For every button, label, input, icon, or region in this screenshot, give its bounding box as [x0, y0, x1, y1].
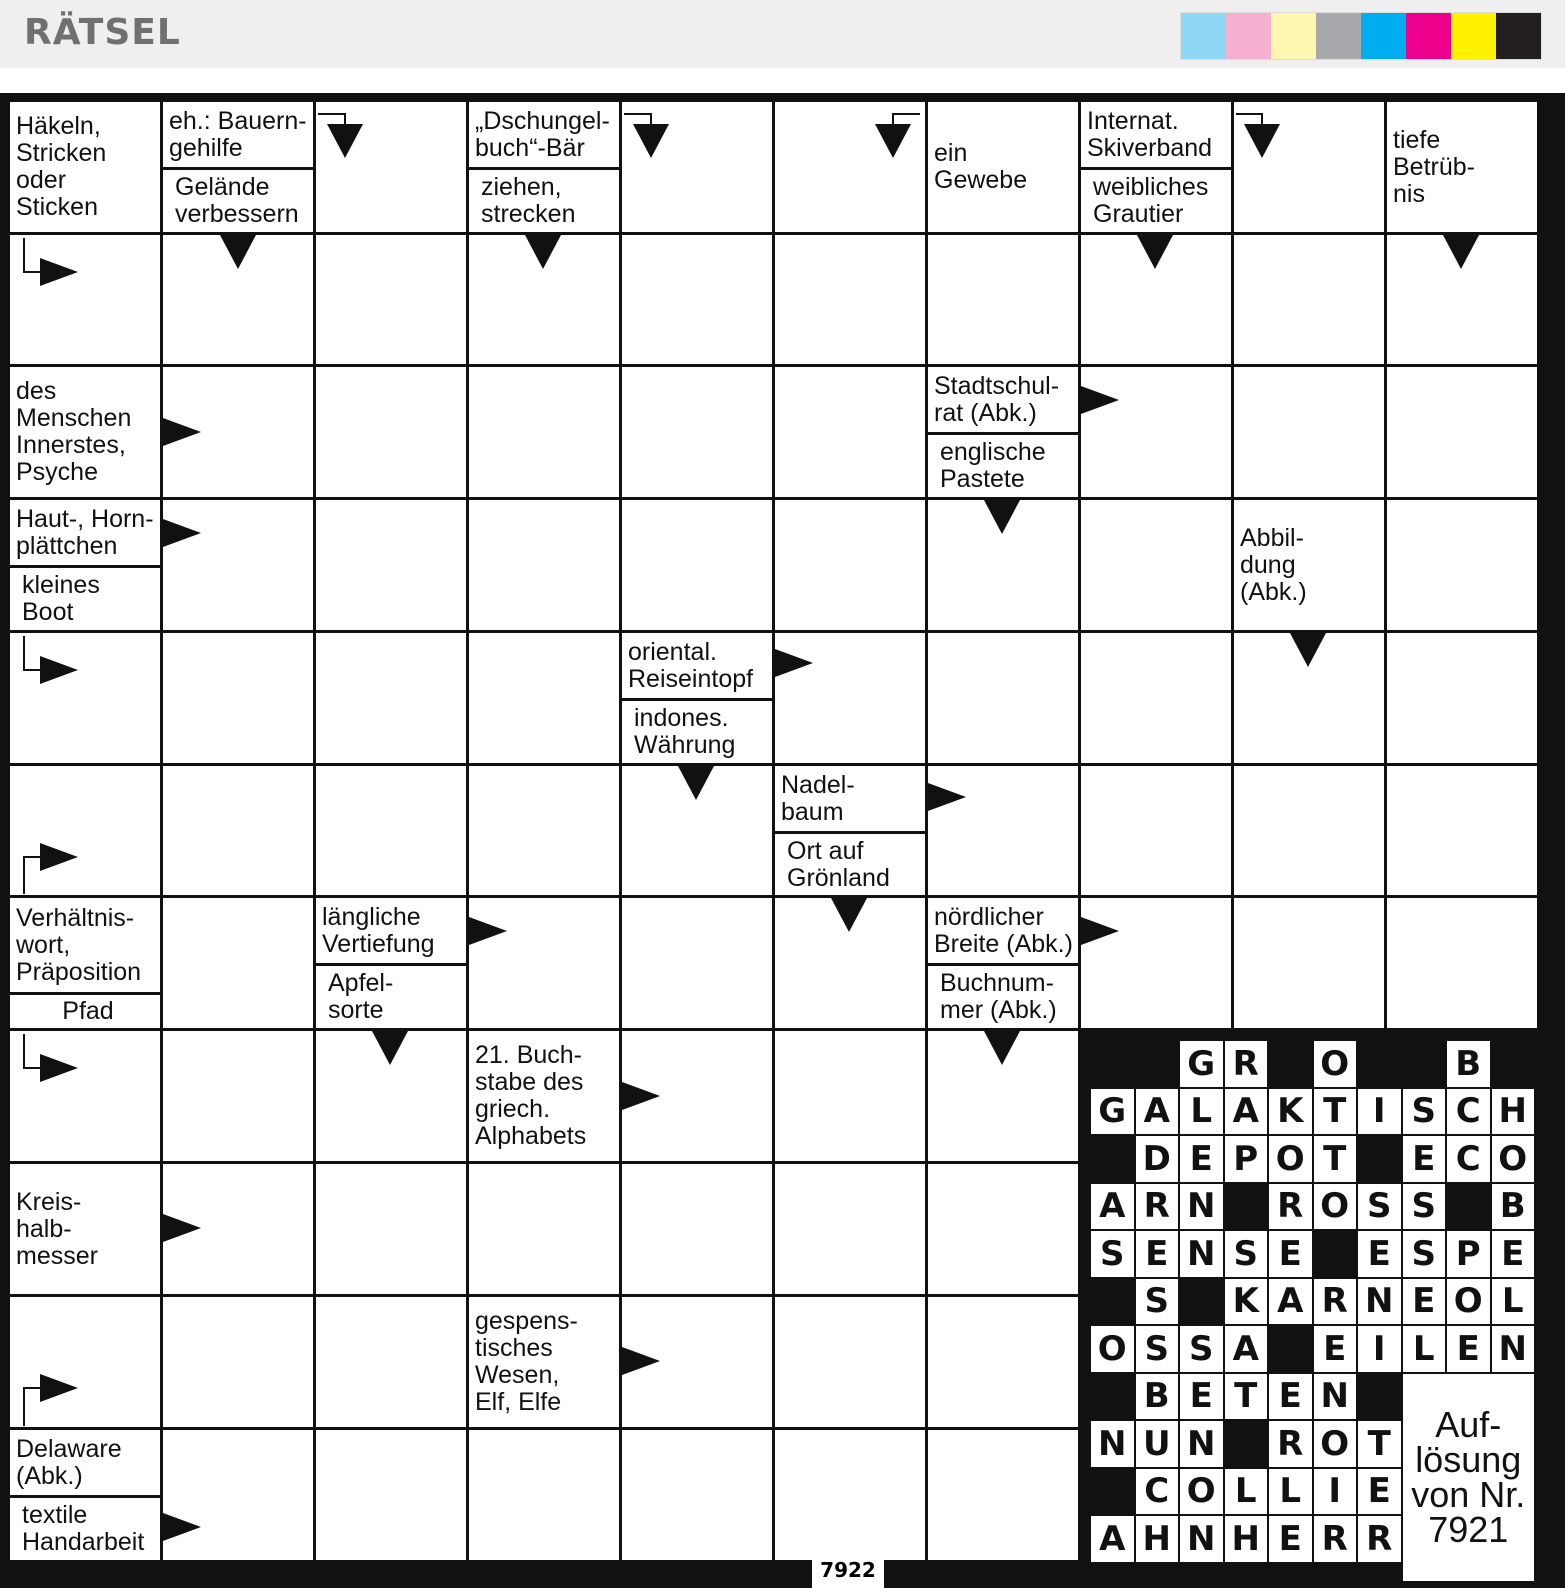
solution-letter: N [1091, 1421, 1134, 1467]
clue-line: indones. [634, 704, 729, 732]
down-arrow-icon [372, 1031, 408, 1065]
down-arrow-icon [1137, 235, 1173, 269]
solution-letter: R [1225, 1041, 1268, 1087]
right-arrow-icon [40, 258, 78, 286]
solution-letter: N [1358, 1279, 1401, 1325]
arrow-stem [893, 114, 920, 124]
solution-letter: E [1403, 1136, 1446, 1182]
down-arrow-icon [1443, 235, 1479, 269]
solution-letter: E [1492, 1231, 1535, 1277]
down-arrow-icon [1290, 633, 1326, 667]
solution-letter: N [1180, 1516, 1223, 1562]
right-arrow-icon [1081, 386, 1119, 414]
solution-letter: O [1269, 1136, 1312, 1182]
clue-line: tiefe [1393, 125, 1441, 154]
clue-line: Währung [634, 731, 736, 759]
solution-letter: S [1180, 1326, 1223, 1372]
clue-line: Kreis- [16, 1187, 82, 1216]
right-arrow-icon [40, 1374, 78, 1402]
solution-letter: S [1403, 1089, 1446, 1135]
clue-line: oder [16, 166, 67, 194]
down-arrow-icon [327, 124, 363, 158]
solution-letter: B [1492, 1184, 1535, 1230]
solution-letter: C [1447, 1089, 1490, 1135]
solution-letter: O [1314, 1041, 1357, 1087]
solution-letter: R [1314, 1279, 1357, 1325]
solution-letter: E [1136, 1231, 1179, 1277]
clue-line: Betrüb- [1393, 152, 1475, 181]
solution-letter: I [1314, 1469, 1357, 1515]
solution-letter: S [1403, 1231, 1446, 1277]
solution-note-line: 7921 [1428, 1509, 1509, 1551]
down-arrow-icon [984, 500, 1020, 534]
solution-letter: E [1269, 1374, 1312, 1420]
solution-letter: I [1358, 1089, 1401, 1135]
solution-letter: S [1136, 1279, 1179, 1325]
clue-line: Sticken [16, 193, 98, 221]
solution-letter: O [1447, 1279, 1490, 1325]
clue-line: strecken [481, 200, 576, 228]
down-arrow-icon [220, 235, 256, 269]
clue-line: Alphabets [475, 1122, 587, 1150]
clue-line: weibliches [1093, 173, 1209, 201]
clue-line: Stadtschul- [934, 371, 1060, 400]
clue-line: oriental. [628, 637, 717, 666]
down-arrow-icon [831, 898, 867, 932]
clue-line: 21. Buch- [475, 1041, 583, 1069]
solution-letter: R [1269, 1184, 1312, 1230]
clue-line: Verhältnis- [16, 903, 135, 932]
solution-letter: S [1225, 1231, 1268, 1277]
clue-line: (Abk.) [16, 1461, 83, 1490]
solution-letter: I [1358, 1326, 1401, 1372]
right-arrow-icon [622, 1347, 660, 1375]
solution-letter: N [1492, 1326, 1535, 1372]
right-arrow-icon [163, 1214, 201, 1242]
solution-letter: T [1225, 1374, 1268, 1420]
clue-line: Handarbeit [22, 1528, 145, 1556]
solution-letter: U [1136, 1421, 1179, 1467]
clue-line: Haut-, Horn- [16, 504, 154, 533]
clue-line: Vertiefung [322, 929, 435, 958]
solution-note-line: von Nr. [1411, 1474, 1526, 1516]
clue-line: Gewebe [934, 166, 1028, 194]
right-arrow-icon [775, 649, 813, 677]
right-arrow-icon [163, 418, 201, 446]
solution-letter: L [1269, 1469, 1312, 1515]
solution-letter: E [1180, 1374, 1223, 1420]
solution-letter: B [1447, 1041, 1490, 1087]
clue-line: verbessern [175, 200, 299, 228]
clue-line: buch“-Bär [475, 133, 585, 162]
clue-line: Präposition [16, 957, 142, 986]
solution-letter: R [1358, 1516, 1401, 1562]
clue-line: Grönland [787, 863, 890, 892]
solution-letter: E [1447, 1326, 1490, 1372]
solution-note-line: Auf- [1435, 1404, 1502, 1446]
clue-line: Psyche [16, 458, 98, 486]
solution-letter: A [1225, 1089, 1268, 1135]
solution-letter: N [1180, 1421, 1223, 1467]
solution-letter: E [1358, 1231, 1401, 1277]
solution-letter: A [1091, 1516, 1134, 1562]
solution-letter: P [1447, 1231, 1490, 1277]
clue-line: gehilfe [169, 133, 243, 162]
right-arrow-icon [1081, 917, 1119, 945]
clue-line: textile [22, 1501, 88, 1529]
clue-line: Abbil- [1240, 523, 1304, 552]
clue-line: längliche [322, 902, 421, 931]
solution-letter: C [1136, 1469, 1179, 1515]
clue-line: ein [934, 139, 968, 167]
clue-line: Buchnum- [940, 969, 1054, 997]
clue-line: kleines [22, 571, 100, 599]
solution-letter: T [1314, 1136, 1357, 1182]
down-arrow-icon [875, 124, 911, 158]
clue-line: plättchen [16, 531, 118, 560]
clue-line: (Abk.) [1240, 577, 1307, 606]
solution-letter: E [1180, 1136, 1223, 1182]
arrow-stem [24, 238, 40, 272]
solution-note-line: lösung [1415, 1439, 1522, 1481]
solution-letter: S [1358, 1184, 1401, 1230]
solution-letter: T [1314, 1089, 1357, 1135]
clue-line: Pastete [940, 465, 1025, 493]
solution-letter: O [1492, 1136, 1535, 1182]
solution-letter: S [1403, 1184, 1446, 1230]
arrow-stem [24, 1388, 40, 1426]
clue-line: sorte [328, 996, 384, 1024]
clue-line: Nadel- [781, 770, 855, 799]
solution-letter: O [1180, 1469, 1223, 1515]
arrow-stem [318, 114, 345, 124]
right-arrow-icon [928, 783, 966, 811]
clue-line: Gelände [175, 173, 270, 201]
clue-line: Pfad [62, 997, 114, 1025]
clue-line: eh.: Bauern- [169, 106, 307, 135]
right-arrow-icon [40, 1054, 78, 1082]
solution-letter: S [1136, 1326, 1179, 1372]
clue-line: Häkeln, [16, 112, 101, 140]
clue-line: Menschen [16, 404, 132, 432]
solution-letter: A [1269, 1279, 1312, 1325]
arrow-stem [24, 857, 40, 894]
solution-letter: N [1180, 1231, 1223, 1277]
solution-letter: H [1136, 1516, 1179, 1562]
clue-line: stabe des [475, 1068, 584, 1096]
solution-letter: G [1091, 1089, 1134, 1135]
right-arrow-icon [622, 1082, 660, 1110]
clue-line: tisches [475, 1334, 553, 1362]
clue-line: dung [1240, 550, 1296, 579]
solution-letter: A [1136, 1089, 1179, 1135]
clue-line: rat (Abk.) [934, 398, 1037, 427]
clue-line: Stricken [16, 139, 107, 167]
clue-line: des [16, 377, 57, 405]
solution-letter: L [1403, 1326, 1446, 1372]
clue-line: englische [940, 438, 1046, 466]
clue-line: Reiseintopf [628, 664, 754, 693]
down-arrow-icon [678, 766, 714, 800]
clue-line: Innerstes, [16, 431, 126, 459]
solution-letter: L [1225, 1469, 1268, 1515]
solution-letter: O [1314, 1184, 1357, 1230]
down-arrow-icon [633, 124, 669, 158]
clue-line: wort, [16, 930, 71, 959]
solution-letter: K [1225, 1279, 1268, 1325]
clue-line: Ort auf [787, 836, 864, 865]
solution-letter: L [1180, 1089, 1223, 1135]
right-arrow-icon [163, 519, 201, 547]
solution-letter: E [1314, 1326, 1357, 1372]
puzzle-number: 7922 [812, 1558, 884, 1588]
solution-letter: E [1358, 1469, 1401, 1515]
arrow-stem [624, 114, 651, 124]
clue-line: Apfel- [328, 969, 394, 997]
solution-letter: B [1136, 1374, 1179, 1420]
clue-line: „Dschungel- [475, 106, 610, 135]
right-arrow-icon [40, 656, 78, 684]
clue-line: Grautier [1093, 200, 1184, 228]
down-arrow-icon [1244, 124, 1280, 158]
right-arrow-icon [469, 917, 507, 945]
clue-line: mer (Abk.) [940, 996, 1057, 1024]
solution-letter: N [1180, 1184, 1223, 1230]
solution-letter: E [1269, 1231, 1312, 1277]
arrow-stem [1236, 114, 1262, 124]
clue-line: Breite (Abk.) [934, 929, 1073, 958]
clue-line: griech. [475, 1095, 551, 1123]
solution-letter: E [1269, 1516, 1312, 1562]
clue-line: Skiverband [1087, 133, 1213, 162]
solution-letter: R [1314, 1516, 1357, 1562]
solution-letter: A [1225, 1326, 1268, 1372]
solution-letter: D [1136, 1136, 1179, 1182]
clue-line: Internat. [1087, 106, 1179, 135]
down-arrow-icon [984, 1031, 1020, 1065]
solution-letter: R [1136, 1184, 1179, 1230]
right-arrow-icon [163, 1513, 201, 1541]
arrow-stem [24, 636, 40, 670]
solution-letter: G [1180, 1041, 1223, 1087]
down-arrow-icon [525, 235, 561, 269]
solution-letter: O [1091, 1326, 1134, 1372]
solution-letter: H [1492, 1089, 1535, 1135]
solution-letter: S [1091, 1231, 1134, 1277]
clue-line: Elf, Elfe [475, 1388, 562, 1416]
clue-line: baum [781, 797, 844, 826]
clue-line: halb- [16, 1214, 72, 1243]
solution-letter: P [1225, 1136, 1268, 1182]
clue-line: nördlicher [934, 902, 1044, 931]
solution-letter: N [1314, 1374, 1357, 1420]
solution-letter: H [1225, 1516, 1268, 1562]
solution-letter: E [1403, 1279, 1446, 1325]
clue-line: nis [1393, 179, 1425, 208]
arrow-stem [24, 1034, 40, 1068]
solution-letter: O [1314, 1421, 1357, 1467]
solution-letter: L [1492, 1279, 1535, 1325]
clue-line: messer [16, 1241, 98, 1270]
solution-letter: T [1358, 1421, 1401, 1467]
solution-letter: R [1269, 1421, 1312, 1467]
solution-letter: A [1091, 1184, 1134, 1230]
clue-line: Delaware [16, 1434, 122, 1463]
solution-letter: C [1447, 1136, 1490, 1182]
solution-letter: K [1269, 1089, 1312, 1135]
clue-line: ziehen, [481, 173, 562, 201]
clue-line: gespens- [475, 1307, 578, 1335]
clue-line: Wesen, [475, 1361, 560, 1389]
section-title: RÄTSEL [24, 12, 181, 53]
right-arrow-icon [40, 843, 78, 871]
clue-line: Boot [22, 598, 74, 626]
